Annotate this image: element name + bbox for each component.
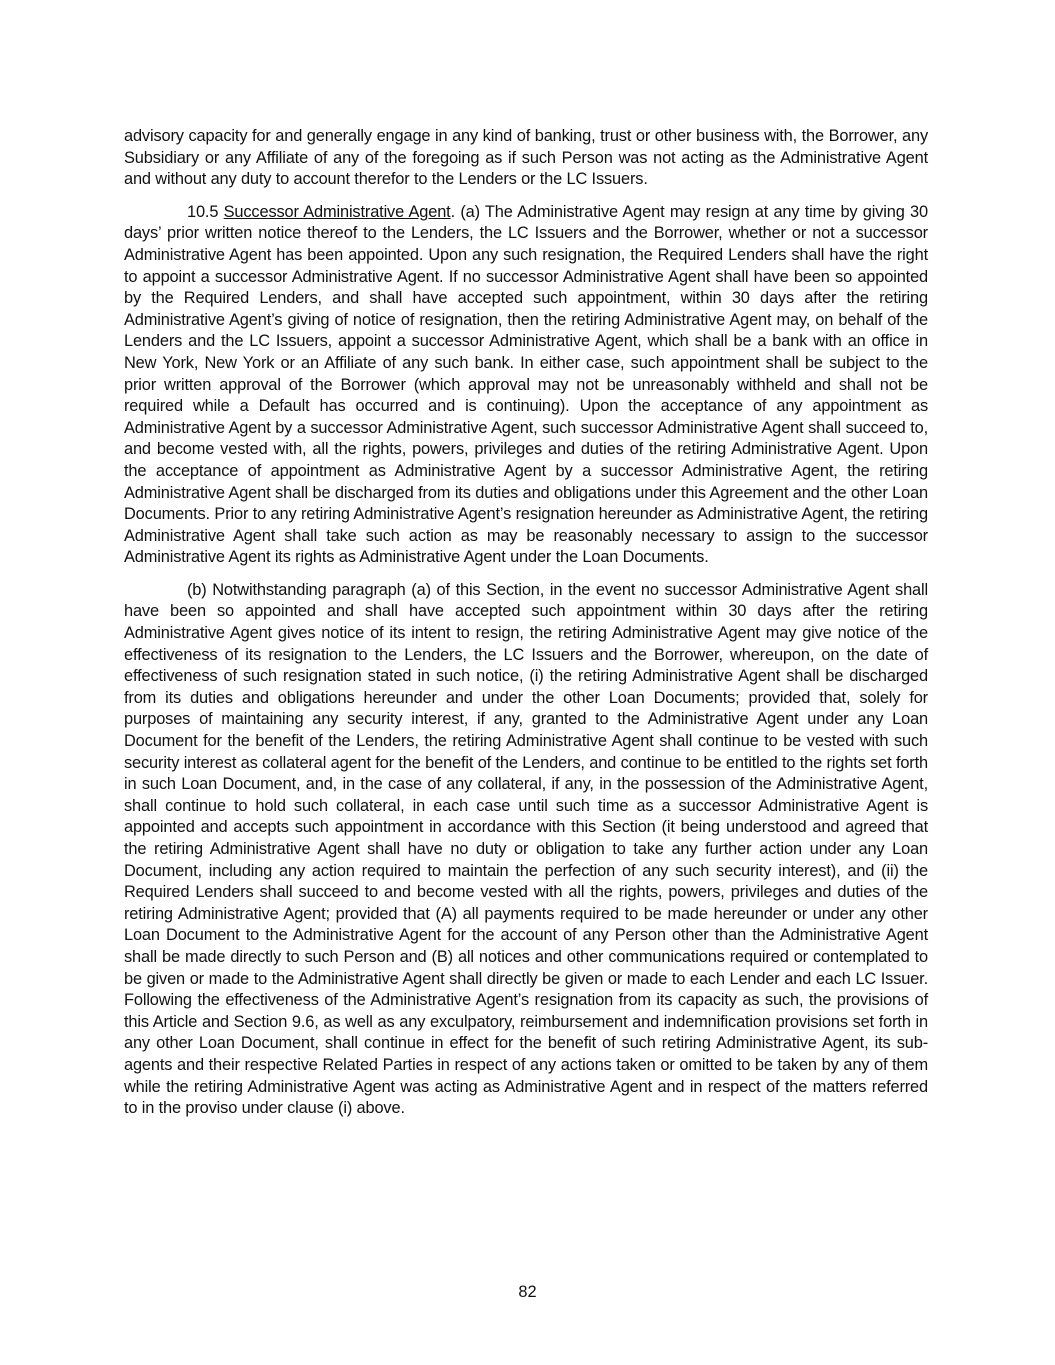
section-10-5-paragraph-b: (b) Notwithstanding paragraph (a) of this Section, in the event no successor Administrative Agent shall have been so appointed and shall have accepted such appointment within 30 days after the retiring Administrative Agent gives notice of its intent to resign, the retiring Administrative Agent may give notice of the effectiveness of its resignation to the Lenders, the LC Issuers and the Borrower, whereupon, on the date of effectiveness of such resignation stated in such notice, (i) the retiring Administrative Agent shall be discharged from its duties and obligations hereunder and under the other Loan Documents; provided that, solely for purposes of maintaining any security interest, if any, granted to the Administrative Agent under any Loan Document for the benefit of the Lenders, the retiring Administrative Agent shall continue to be vested with such security interest as collateral agent for the benefit of the Lenders, and continue to be entitled to the rights set forth in such Loan Document, and, in the case of any collateral, if any, in the possession of the Administrative Agent, shall continue to hold such collateral, in each case until such time as a successor Administrative Agent is appointed and accepts such appointment in accordance with this Section (it being understood and agreed that the retiring Administrative Agent shall have no duty or obligation to take any further action under any Loan Document, including any action required to maintain the perfection of any such security interest), and (ii) the Required Lenders shall succeed to and become vested with all the rights, powers, privileges and duties of the retiring Administrative Agent; provided that (A) all payments required to be made hereunder or under any other Loan Document to the Administrative Agent for the account of any Person other than the Administrative Agent shall be made directly to such Person and (B) all notices and other communications required or contemplated to be given or made to the Administrative Agent shall directly be given or made to each Lender and each LC Issuer. Following the effectiveness of the Administrative Agent’s resignation from its capacity as such, the provisions of this Article and Section 9.6, as well as any exculpatory, reimbursement and indemnification provisions set forth in any other Loan Document, shall continue in effect for the benefit of such retiring Administrative Agent, its sub-agents and their respective Related Parties in respect of any actions taken or omitted to be taken by any of them while the retiring Administrative Agent was acting as Administrative Agent and in respect of the matters referred to in the proviso under clause (i) above. (124, 580, 928, 1118)
section-heading: Successor Administrative Agent (223, 202, 451, 221)
paragraph-a-text: . (a) The Administrative Agent may resign at any time by giving 30 days’ prior written notice thereof to the Lenders, the LC Issuers and the Borrower, whether or not a successor Administrative Agent has been appointed. Upon any such resignation, the Required Lenders shall have the right to appoint a successor Administrative Agent. If no successor Administrative Agent shall have been so appointed by the Required Lenders, and shall have accepted such appointment, within 30 days after the retiring Administrative Agent’s giving of notice of resignation, then the retiring Administrative Agent may, on behalf of the Lenders and the LC Issuers, appoint a successor Administrative Agent, which shall be a bank with an office in New York, New York or an Affiliate of any such bank. In either case, such appointment shall be subject to the prior written approval of the Borrower (which approval may not be unreasonably withheld and shall not be required while a Default has occurred and is continuing). Upon the acceptance of any appointment as Administrative Agent by a successor Administrative Agent, such successor Administrative Agent shall succeed to, and become vested with, all the rights, powers, privileges and duties of the retiring Administrative Agent. Upon the acceptance of appointment as Administrative Agent by a successor Administrative Agent, the retiring Administrative Agent shall be discharged from its duties and obligations under this Agreement and the other Loan Documents. Prior to any retiring Administrative Agent’s resignation hereunder as Administrative Agent, the retiring Administrative Agent shall take such action as may be reasonably necessary to assign to the successor Administrative Agent its rights as Administrative Agent under the Loan Documents. (124, 202, 928, 567)
section-number: 10.5 (187, 202, 224, 221)
page-number: 82 (518, 1283, 537, 1301)
page-body (124, 126, 928, 1131)
section-10-5-paragraph-a (124, 202, 928, 569)
continuation-paragraph: advisory capacity for and generally engage in any kind of banking, trust or other business with, the Borrower, any Subsidiary or any Affiliate of any of the foregoing as if such Person was not acting as the Administrative Agent and without any duty to account therefor to the Lenders or the LC Issuers. (124, 127, 928, 189)
